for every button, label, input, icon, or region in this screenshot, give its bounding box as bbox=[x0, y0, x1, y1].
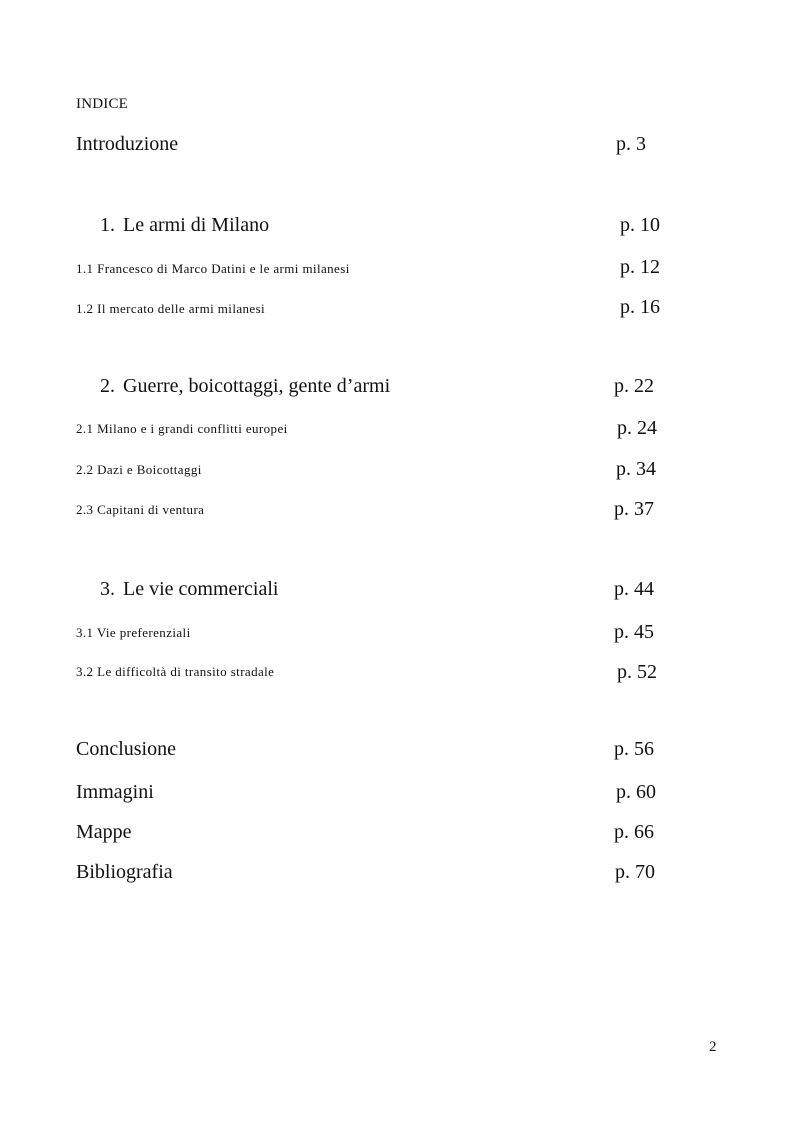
toc-chapter-2-page: p. 22 bbox=[614, 375, 654, 397]
toc-section-2-3-title: 2.3 Capitani di ventura bbox=[76, 502, 205, 517]
toc-section-2-2-page: p. 34 bbox=[616, 458, 656, 480]
toc-entry-bibliografia-page: p. 70 bbox=[615, 861, 655, 883]
toc-chapter-2 bbox=[100, 376, 390, 396]
toc-section-2-2-title: 2.2 Dazi e Boicottaggi bbox=[76, 462, 202, 477]
toc-chapter-3-page: p. 44 bbox=[614, 578, 654, 600]
toc-chapter-3-number: 3. bbox=[100, 578, 115, 600]
toc-heading: INDICE bbox=[76, 96, 129, 112]
toc-section-3-1-title: 3.1 Vie preferenziali bbox=[76, 625, 191, 640]
toc-section-1-1-title: 1.1 Francesco di Marco Datini e le armi milanesi bbox=[76, 261, 350, 276]
toc-section-3-2-title: 3.2 Le difficoltà di transito stradale bbox=[76, 664, 275, 679]
toc-chapter-3 bbox=[100, 579, 278, 599]
toc-section-1-2-page: p. 16 bbox=[620, 296, 660, 318]
toc-entry-immagini-page: p. 60 bbox=[616, 781, 656, 803]
toc-entry-conclusione-page: p. 56 bbox=[614, 738, 654, 760]
toc-chapter-1-title: Le armi di Milano bbox=[123, 214, 270, 236]
toc-section-3-1-page: p. 45 bbox=[614, 621, 654, 643]
toc-section-1-2-title: 1.2 Il mercato delle armi milanesi bbox=[76, 301, 266, 316]
toc-entry-immagini-title: Immagini bbox=[76, 781, 154, 803]
toc-section-1-1-page: p. 12 bbox=[620, 256, 660, 278]
toc-entry-bibliografia-title: Bibliografia bbox=[76, 861, 173, 883]
toc-entry-intro-page: p. 3 bbox=[616, 133, 646, 155]
toc-section-2-1-page: p. 24 bbox=[617, 417, 657, 439]
toc-entry-intro-title: Introduzione bbox=[76, 133, 179, 155]
toc-chapter-1-number: 1. bbox=[100, 214, 115, 236]
toc-chapter-2-number: 2. bbox=[100, 375, 115, 397]
toc-chapter-2-title: Guerre, boicottaggi, gente d’armi bbox=[123, 375, 391, 397]
toc-chapter-1 bbox=[100, 215, 269, 235]
toc-entry-mappe-page: p. 66 bbox=[614, 821, 654, 843]
toc-section-2-3-page: p. 37 bbox=[614, 498, 654, 520]
toc-entry-conclusione-title: Conclusione bbox=[76, 738, 176, 760]
page-number: 2 bbox=[709, 1039, 717, 1055]
toc-section-2-1-title: 2.1 Milano e i grandi conflitti europei bbox=[76, 421, 288, 436]
toc-section-3-2-page: p. 52 bbox=[617, 661, 657, 683]
toc-chapter-3-title: Le vie commerciali bbox=[123, 578, 279, 600]
toc-entry-mappe-title: Mappe bbox=[76, 821, 132, 843]
toc-chapter-1-page: p. 10 bbox=[620, 214, 660, 236]
